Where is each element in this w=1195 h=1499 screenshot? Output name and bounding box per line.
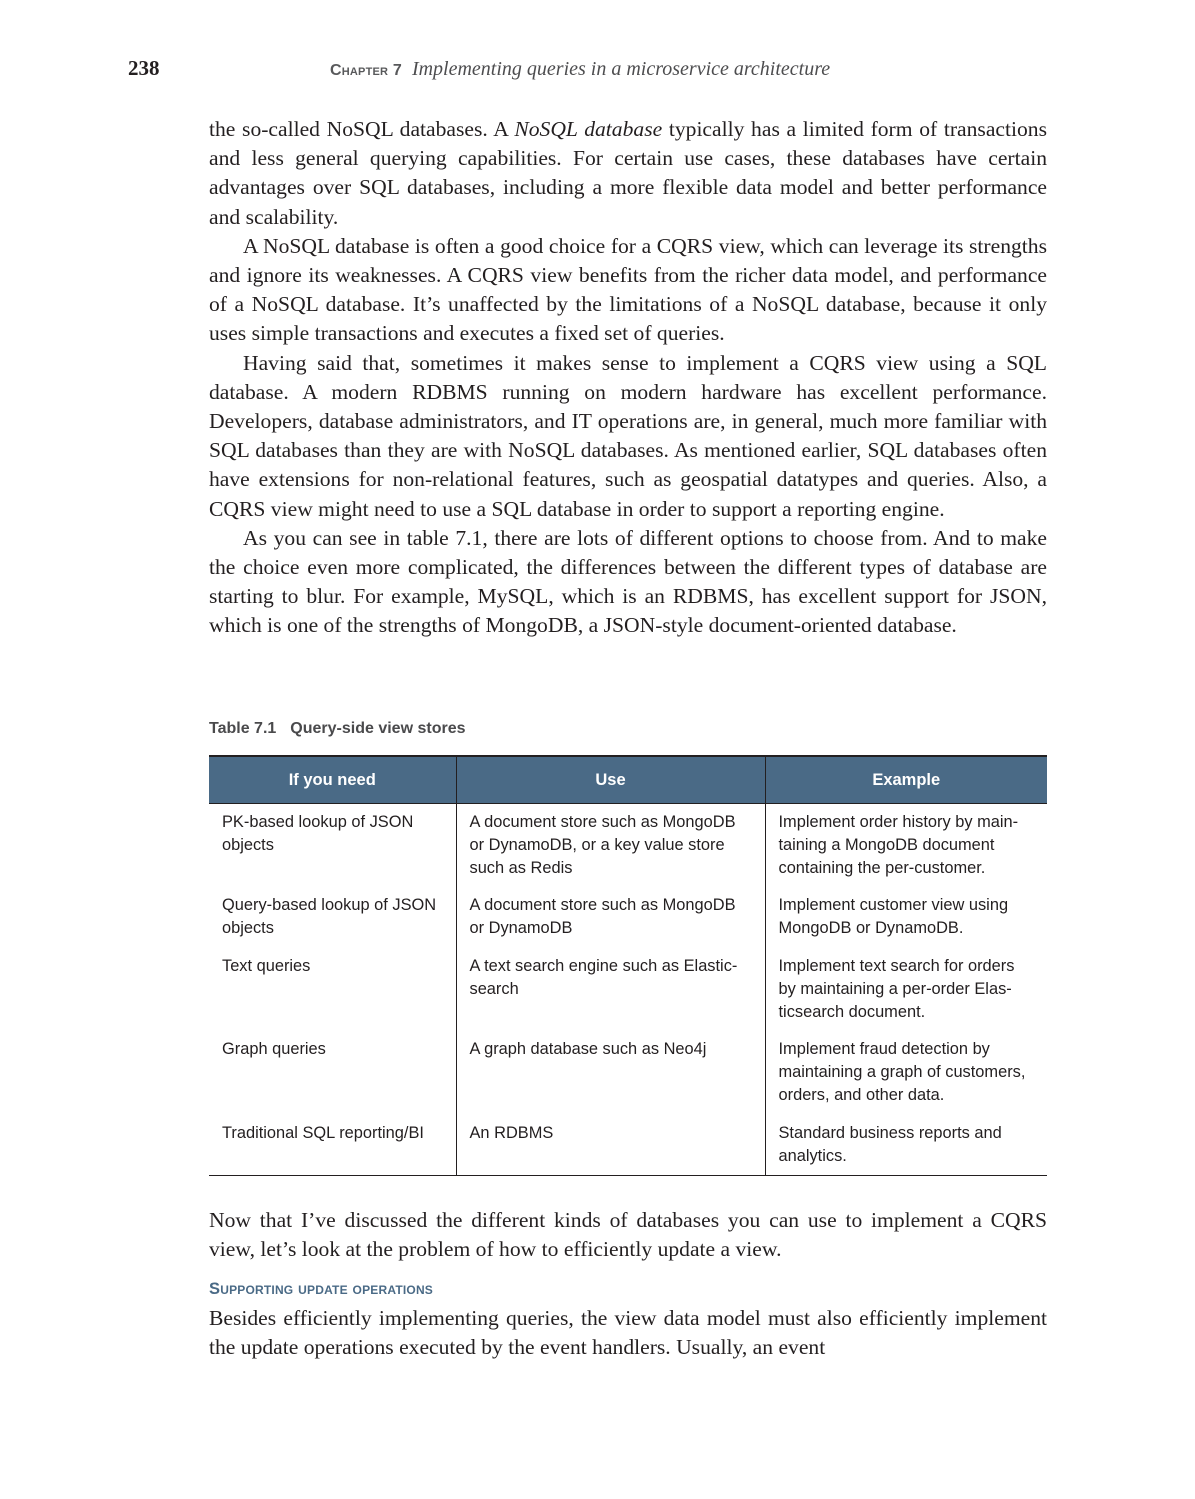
page-number: 238 [128, 56, 160, 80]
paragraph-nosql-intro: the so-called NoSQL databases. A NoSQL database typically has a limited form of transactions and less general querying capabilities. For certain use cases, these databases have certain advantages over SQL databases, including a more flexible data model and better performance and scalability. [209, 117, 1047, 229]
section-heading: Supporting update operations [209, 1280, 434, 1298]
chapter-label: Chapter 7 [330, 62, 402, 79]
table-row [209, 1115, 1047, 1176]
table-caption-title: Query-side view stores [290, 720, 466, 737]
view-stores-table [209, 755, 1047, 1176]
table-caption [209, 720, 1047, 738]
table-cell: Graph queries [222, 1040, 326, 1059]
table-cell: A document store such as MongoDB or DynamoDB [456, 887, 765, 948]
table-header-cell: If you need [209, 756, 456, 804]
table-cell: Text queries [222, 956, 311, 975]
table-header-cell: Use [456, 756, 765, 804]
table-row [209, 887, 1047, 948]
table-cell: Traditional SQL reporting/BI [209, 1115, 456, 1176]
paragraph-options: As you can see in table 7.1, there are lots of different options to choose from. And to make the choice even more complicated, the differences between the different types of database are starting to blur. For example, MySQL, which is an RDBMS, has excellent support for JSON, which is one of the strengths of MongoDB, a JSON-style document-oriented database. [209, 525, 1047, 638]
paragraph-update-operations: Besides efficiently implementing queries, the view data model must also efficiently implement the update operations executed by the event handlers. Usually, an event [209, 1306, 1047, 1360]
table-cell: An RDBMS [456, 1115, 765, 1176]
table-cell: Standard business reports and analytics. [765, 1115, 1047, 1176]
paragraph-transition: Now that I’ve discussed the different kinds of databases you can use to implement a CQRS view, let’s look at the problem of how to efficiently update a view. [209, 1208, 1047, 1262]
table-container [209, 755, 1047, 1176]
body-text-after-table [209, 1206, 1047, 1264]
paragraph-nosql-cqrs: A NoSQL database is often a good choice for a CQRS view, which can leverage its strengths and ignore its weaknesses. A CQRS view benefits from the richer data model, and performance of a NoSQL database. It’s unaffected by the limitations of a NoSQL database, because it only uses simple transactions and executes a fixed set of queries. [209, 233, 1047, 346]
running-head [330, 58, 830, 81]
table-row [209, 948, 1047, 1031]
body-text-top [209, 115, 1047, 641]
table-cell: PK-based lookup of JSON objects [222, 813, 414, 854]
table-caption-number: Table 7.1 [209, 720, 277, 737]
table-cell: Implement customer view using MongoDB or DynamoDB. [765, 887, 1047, 948]
table-row [209, 804, 1047, 888]
table-row [209, 1031, 1047, 1114]
chapter-title: Implementing queries in a microservice architecture [411, 58, 831, 80]
table-cell: Implement text search for orders by maintaining a per-order Elasticsearch document. [765, 948, 1047, 1031]
emphasis-nosql-database: NoSQL database [514, 117, 663, 141]
table-cell: Implement fraud detection by maintaining a graph of customers, orders, and other data. [765, 1031, 1047, 1114]
table-cell: A text search engine such as Elasticsearch [456, 948, 765, 1031]
paragraph-sql-cqrs: Having said that, sometimes it makes sense to implement a CQRS view using a SQL database. A modern RDBMS running on modern hardware has excellent performance. Developers, database administrators, and IT operations are, in general, much more familiar with SQL databases than they are with NoSQL databases. As mentioned earlier, SQL databases often have extensions for non-relational features, such as geospatial datatypes and queries. Also, a CQRS view might need to use a SQL database in order to support a reporting engine. [209, 350, 1047, 521]
table-cell: A graph database such as Neo4j [456, 1031, 765, 1114]
table-header-row [209, 756, 1047, 804]
table-cell: Query-based lookup of JSON objects [222, 896, 437, 938]
body-text-bottom [209, 1304, 1047, 1362]
table-cell: A document store such as MongoDB or DynamoDB, or a key value store such as Redis [456, 804, 765, 888]
table-header-cell: Example [765, 756, 1047, 804]
table-cell: Implement order history by maintaining a MongoDB document containing the per-customer. [765, 804, 1047, 888]
